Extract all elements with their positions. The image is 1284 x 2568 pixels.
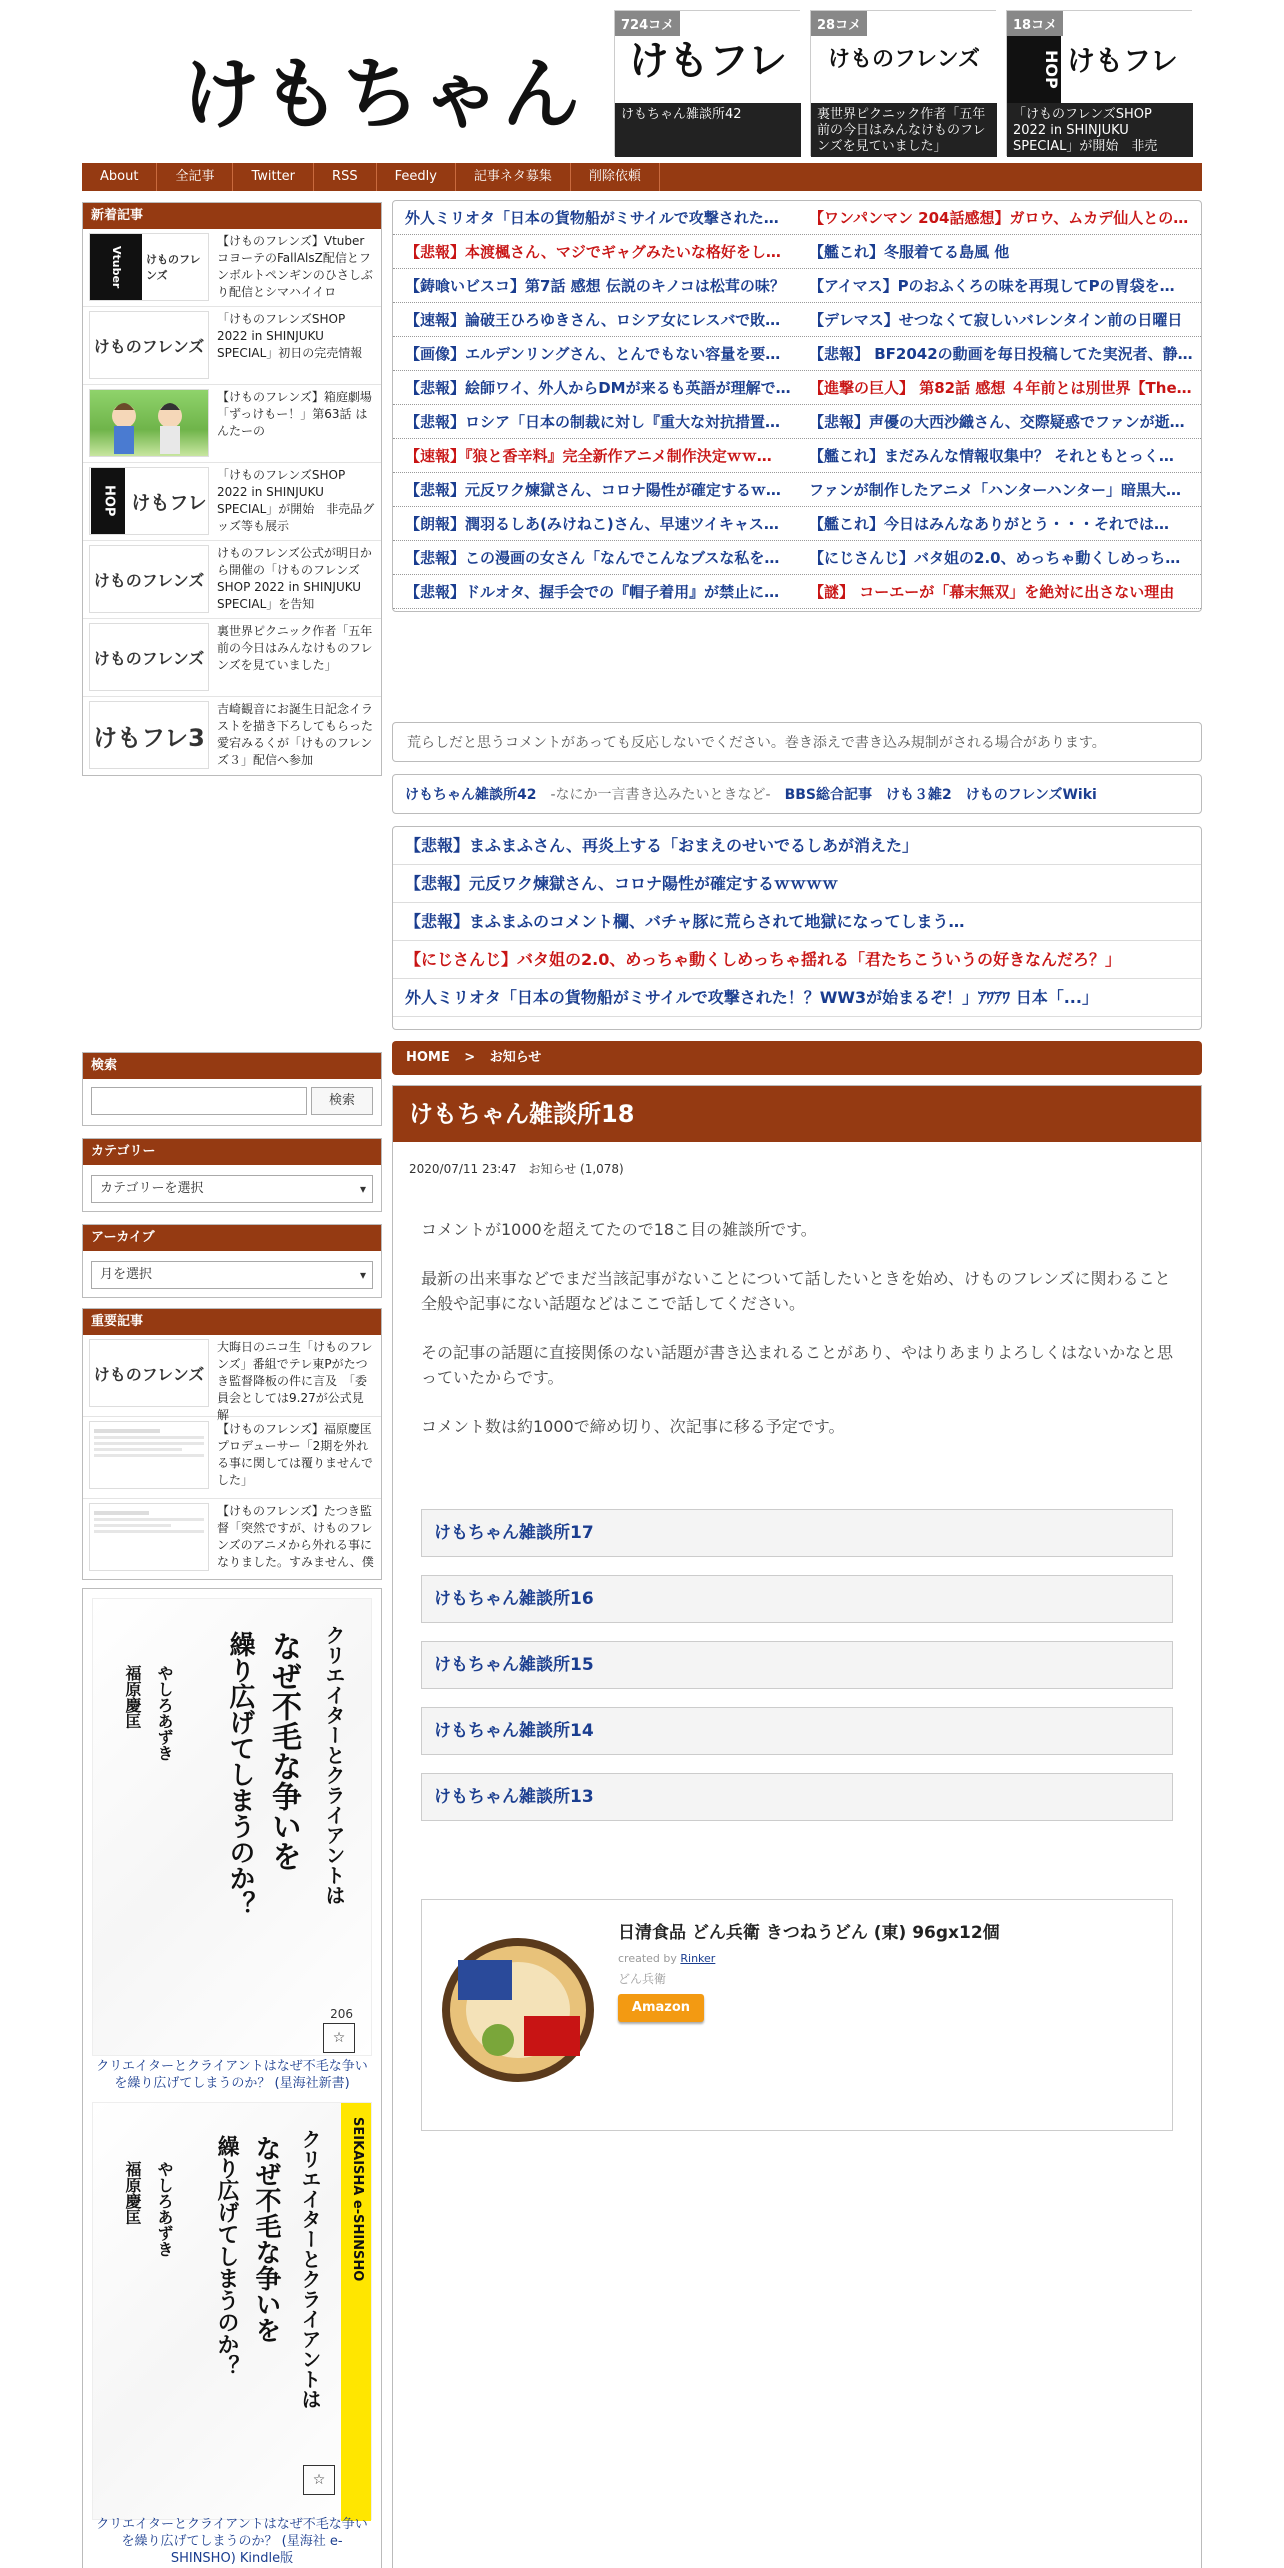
anime-characters-image [90, 390, 208, 456]
sidebar-archive [82, 1224, 382, 1298]
article-title: 裏世界ピクニック作者「五年前の今日はみんなけものフレンズを見ていました」 [217, 624, 373, 672]
star-logo-icon: ☆ [303, 2465, 335, 2495]
breadcrumb-home[interactable]: HOME [406, 1050, 450, 1065]
article-thumbnail: けものフレンズ [89, 545, 209, 613]
nav-about[interactable]: About [82, 163, 157, 191]
product-card [421, 1899, 1173, 2131]
article-title: 「けものフレンズSHOP 2022 in SHINJUKU SPECIAL」初日の完売情報 [217, 312, 363, 360]
header-card-caption: けもちゃん雑談所42 [615, 103, 801, 157]
article-thumbnail: けもフレ3 [89, 701, 209, 769]
article-paragraph: コメントが1000を超えてたので18こ目の雑談所です。 [421, 1220, 817, 1239]
article-body [393, 1177, 1201, 1439]
antenna-link-list [392, 826, 1202, 1030]
article-thumbnail: けものフレンズ [89, 1339, 209, 1407]
global-nav [82, 163, 1202, 191]
antenna-link[interactable]: 【艦これ】冬服着てる島風 他 [809, 243, 1010, 261]
link-row [393, 235, 1201, 269]
antenna-link[interactable]: 【悲報】この漫画の女さん「なんでこんなブスな私を… [405, 549, 780, 567]
header-card[interactable] [614, 10, 800, 156]
article-thumbnail: Vtuber けものフレンズ [89, 233, 209, 301]
comment-count-badge: 724コメ [615, 11, 680, 36]
related-article-link[interactable]: けもちゃん雑談所17 [421, 1509, 1173, 1557]
breadcrumb-separator: > [464, 1050, 476, 1065]
header-card-thumb: HOP けもフレ [1007, 11, 1193, 103]
article-title: 【けものフレンズ】福原慶匡プロデューサー「2期を外れる事に関しては覆りませんでした」 [217, 1422, 374, 1487]
search-button[interactable]: 検索 [311, 1087, 373, 1115]
bbs-link[interactable]: BBS総合記事 [784, 787, 873, 803]
nav-rss[interactable]: RSS [314, 163, 377, 191]
antenna-link[interactable]: 【艦これ】今日はみんなありがとう・・・それでは… [809, 515, 1170, 533]
archive-select[interactable]: 月を選択 ▾ [91, 1261, 373, 1289]
category-select[interactable]: カテゴリーを選択 ▾ [91, 1175, 373, 1203]
search-form [91, 1087, 373, 1115]
article-title: 「けものフレンズSHOP 2022 in SHINJUKU SPECIAL」が開始 非売品グッズ等も展示 [217, 468, 375, 533]
chevron-down-icon: ▾ [359, 1182, 366, 1196]
article-paragraph: 最新の出来事などでまだ当該記事がないことについて話したいときを始め、けものフレンズに関わること全般や記事にない話題などはここで話してください。 [421, 1269, 1171, 1313]
sidebar-new-articles [82, 202, 382, 776]
header-card[interactable] [1006, 10, 1192, 156]
antenna-link[interactable]: 【朗報】潤羽るしあ(みけねこ)さん、早速ツイキャス… [405, 515, 779, 533]
shop-sign: HOP [1007, 11, 1061, 103]
antenna-link[interactable]: 【悲報】まふまふさん、再炎上する「おまえのせいでるしあが消えた」 [393, 827, 1201, 865]
sidebar-article[interactable] [83, 541, 381, 619]
link-row [393, 541, 1201, 575]
sidebar-article[interactable] [83, 697, 381, 775]
sidebar-article[interactable] [83, 385, 381, 463]
e-shinsho-label: SEIKAISHA e-SHINSHO [350, 2117, 365, 2282]
article-paragraph: その記事の話題に直接関係のない話題が書き込まれることがあり、やはりあまりよろしくはないかなと思っていたからです。 [421, 1343, 1174, 1387]
antenna-link[interactable]: 【ワンパンマン 204話感想】ガロウ、ムカデ仙人との… [809, 209, 1189, 227]
amazon-button[interactable]: Amazon [618, 1994, 704, 2022]
bbs-description: -なにか一言書き込みたいときなど- [550, 787, 771, 803]
antenna-link[interactable]: 【悲報】元反ワク煉獄さん、コロナ陽性が確定するｗ… [405, 481, 781, 499]
antenna-link[interactable]: 【にじさんじ】バタ姐の2.0、めっちゃ動くしめっち… [809, 549, 1181, 567]
antenna-link[interactable]: ファンが制作したアニメ「ハンターハンター」暗黒大… [809, 481, 1182, 499]
sidebar-article[interactable] [83, 619, 381, 697]
antenna-link[interactable]: 【悲報】本渡楓さん、マジでギャグみたいな格好をし… [405, 243, 781, 261]
sidebar-article[interactable] [83, 463, 381, 541]
antenna-link[interactable]: 【悲報】ドルオタ、握手会での『帽子着用』が禁止に… [405, 583, 780, 601]
nav-topic-request[interactable]: 記事ネタ募集 [456, 163, 571, 191]
article-thumbnail [89, 389, 209, 457]
vtuber-sign: Vtuber [90, 234, 142, 300]
link-row [393, 575, 1201, 609]
antenna-link[interactable]: 【謎】 コーエーが「幕末無双」を絶対に出さない理由 [809, 583, 1175, 601]
article-meta: 2020/07/11 23:47 お知らせ (1,078) [409, 1162, 624, 1176]
sidebar-article[interactable] [83, 307, 381, 385]
book-cover: クリエイターとクライアントは なぜ不毛な争いを 繰り広げてしまうのか？ 福原慶匡 やしろあずき 206 ☆ [92, 1598, 372, 2056]
bbs-links [392, 774, 1202, 814]
link-row [393, 303, 1201, 337]
sidebar-important [82, 1308, 382, 1580]
product-image[interactable] [438, 1920, 598, 2100]
link-row [393, 269, 1201, 303]
book-caption[interactable]: クリエイターとクライアントはなぜ不毛な争いを繰り広げてしまうのか？ (星海社新書) [96, 2059, 368, 2091]
site-header [82, 0, 1202, 160]
related-article-link[interactable]: けもちゃん雑談所13 [421, 1773, 1173, 1821]
shop-sign: HOP [91, 468, 125, 534]
sidebar-heading: 新着記事 [83, 203, 381, 229]
antenna-link[interactable]: 【悲報】元反ワク煉獄さん、コロナ陽性が確定するｗｗｗｗ [393, 865, 1201, 903]
link-row [393, 473, 1201, 507]
nav-all-articles[interactable]: 全記事 [157, 163, 233, 191]
antenna-link[interactable]: 【悲報】絵師ワイ、外人からDMが来るも英語が理解で… [405, 379, 791, 397]
star-logo-icon: ☆ [323, 2023, 355, 2053]
article-title: 【けものフレンズ】箱庭劇場「ずっけもー！」第63話 はんたーの [217, 390, 372, 438]
related-article-link[interactable]: けもちゃん雑談所15 [421, 1641, 1173, 1689]
article-thumbnail: けものフレンズ [89, 311, 209, 379]
article-thumbnail: HOP けもフレ [89, 467, 209, 535]
antenna-link[interactable]: 【艦これ】まだみんな情報収集中？ それともとっく… [809, 447, 1174, 465]
book-number: 206 [330, 2007, 353, 2021]
nav-delete-request[interactable]: 削除依頼 [571, 163, 660, 191]
link-row [393, 439, 1201, 473]
antenna-link[interactable]: 【速報】論破王ひろゆきさん、ロシア女にレスバで敗… [405, 311, 781, 329]
sidebar-heading: 重要記事 [83, 1309, 381, 1335]
article-paragraph: コメント数は約1000で締め切り、次記事に移る予定です。 [421, 1417, 845, 1436]
link-row [393, 405, 1201, 439]
sidebar-heading: カテゴリー [83, 1139, 381, 1165]
sidebar-article[interactable] [83, 1499, 381, 1581]
site-logo[interactable]: けもちゃん [182, 50, 583, 140]
header-card-thumb: けもフレ [615, 11, 801, 103]
link-row [393, 371, 1201, 405]
breadcrumb-current[interactable]: お知らせ [489, 1050, 542, 1065]
tweet-screenshot [89, 1503, 209, 1571]
article-title: 【けものフレンズ】VtuberコヨーテのFallAlsZ配信とフンボルトペンギンのひさしぶり配信とシマハイイロ [217, 234, 373, 299]
breadcrumb [392, 1041, 1202, 1075]
header-card-thumb: けものフレンズ [811, 11, 997, 103]
comment-notice: 荒らしだと思うコメントがあっても反応しないでください。巻き添えで書き込み規制がされる場合があります。 [392, 722, 1202, 762]
chevron-down-icon: ▾ [359, 1268, 366, 1282]
antenna-link[interactable]: 【速報】『狼と香辛料』完全新作アニメ制作決定ｗｗ… [405, 447, 772, 465]
antenna-link[interactable]: 【アイマス】Pのおふくろの味を再現してPの胃袋を… [809, 277, 1175, 295]
antenna-link[interactable]: 外人ミリオタ「日本の貨物船がミサイルで攻撃された… [405, 209, 779, 227]
article-title: 大晦日のニコ生「けものフレンズ」番組でテレ東Pがたつき監督降板の件に言及 「委員会としては9.27が公式見解 [217, 1340, 373, 1422]
article-title: けもちゃん雑談所18 [393, 1086, 1201, 1142]
antenna-link[interactable]: 【画像】エルデンリングさん、とんでもない容量を要… [405, 345, 781, 363]
antenna-link[interactable]: 【悲報】声優の大西沙織さん、交際疑惑でファンが逝… [809, 413, 1185, 431]
header-card[interactable] [810, 10, 996, 156]
rinker-link[interactable]: Rinker [680, 1952, 716, 1965]
antenna-link[interactable]: 【にじさんじ】バタ姐の2.0、めっちゃ動くしめっちゃ揺れる「君たちこういうの好きなんだろ？」 [393, 941, 1201, 979]
related-article-link[interactable]: けもちゃん雑談所14 [421, 1707, 1173, 1755]
related-article-link[interactable]: けもちゃん雑談所16 [421, 1575, 1173, 1623]
product-brand: どん兵衛 [618, 1972, 667, 1986]
link-row [393, 337, 1201, 371]
article-thumbnail: けものフレンズ [89, 623, 209, 691]
book-ad[interactable] [92, 2102, 372, 2568]
comment-count-badge: 18コメ [1007, 11, 1063, 36]
bbs-link[interactable]: けもちゃん雑談所42 [405, 787, 537, 803]
article [392, 1085, 1202, 2568]
antenna-link[interactable]: 【鋳喰いビスコ】第7話 感想 伝説のキノコは松茸の味？ [405, 277, 785, 295]
product-credit: created by Rinker [618, 1952, 716, 1965]
header-card-caption: 「けものフレンズSHOP 2022 in SHINJUKU SPECIAL」が開始 非売 [1007, 103, 1193, 157]
antenna-link[interactable]: 【悲報】まふまふのコメント欄、バチャ豚に荒らされて地獄になってしまう… [393, 903, 1201, 941]
bbs-link[interactable]: けも３雑2 [886, 787, 952, 803]
comment-count-badge: 28コメ [811, 11, 867, 36]
link-row [393, 507, 1201, 541]
sidebar-article[interactable] [83, 1335, 381, 1422]
nav-twitter[interactable]: Twitter [233, 163, 314, 191]
tweet-screenshot [89, 1421, 209, 1489]
link-row [393, 201, 1201, 235]
product-name[interactable]: 日清食品 どん兵衛 きつねうどん (東) 96gx12個 [618, 1923, 1000, 1943]
sidebar-heading: 検索 [83, 1053, 381, 1079]
book-cover: SEIKAISHA e-SHINSHO クリエイターとクライアントは なぜ不毛な争いを 繰り広げてしまうのか？ 福原慶匡 やしろあずき ☆ [92, 2102, 372, 2520]
antenna-link[interactable]: 【進撃の巨人】 第82話 感想 ４年前とは別世界【The… [809, 379, 1192, 397]
nav-feedly[interactable]: Feedly [377, 163, 456, 191]
sidebar-category [82, 1138, 382, 1212]
search-input[interactable] [91, 1087, 307, 1115]
book-caption[interactable]: クリエイターとクライアントはなぜ不毛な争いを繰り広げてしまうのか？ (星海社 e-SHINSHO) Kindle版 [96, 2517, 368, 2566]
header-card-caption: 裏世界ピクニック作者「五年前の今日はみんなけものフレンズを見ていました」 [811, 103, 997, 157]
antenna-link[interactable]: 【悲報】 BF2042の動画を毎日投稿してた実況者、静… [809, 345, 1193, 363]
article-title: けものフレンズ公式が明日から開催の「けものフレンズ SHOP 2022 in SHINJUKU SPECIAL」を告知 [217, 546, 372, 611]
antenna-link[interactable]: 【悲報】ロシア「日本の制裁に対し『重大な対抗措置… [405, 413, 781, 431]
article-title: 吉崎観音にお誕生日記念イラストを描き下ろしてもらった愛宕みるくが「けものフレンズ３」配信へ参加 [217, 702, 374, 767]
book-ad[interactable] [92, 1598, 372, 2092]
sidebar-article[interactable] [83, 1417, 381, 1499]
article-title: 【けものフレンズ】たつき監督「突然ですが、けものフレンズのアニメから外れる事になりました。すみません、僕 [217, 1504, 374, 1569]
antenna-link[interactable]: 外人ミリオタ「日本の貨物船がミサイルで攻撃された！？WW3が始まるぞ！」ｱﾜｱﾜ 日本「...」 [393, 979, 1201, 1017]
sidebar-search [82, 1052, 382, 1126]
sidebar-heading: アーカイブ [83, 1225, 381, 1251]
bbs-link[interactable]: けものフレンズWiki [965, 787, 1097, 803]
antenna-link-grid [392, 200, 1202, 612]
sidebar-article[interactable] [83, 229, 381, 307]
antenna-link[interactable]: 【デレマス】せつなくて寂しいバレンタイン前の日曜日 [809, 311, 1183, 329]
